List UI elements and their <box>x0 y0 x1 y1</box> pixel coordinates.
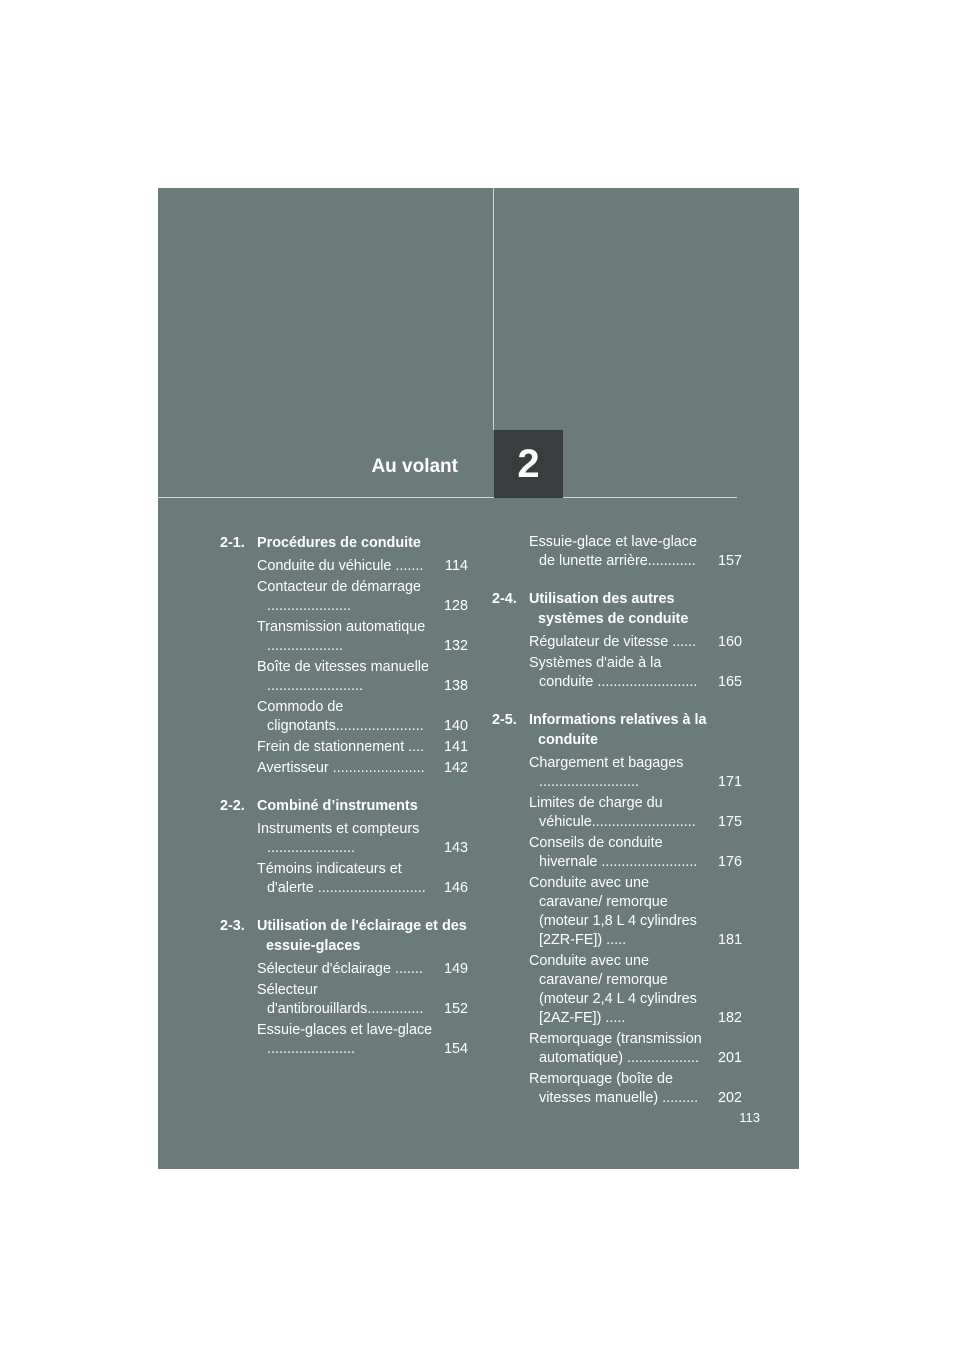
page-number: 113 <box>739 1110 760 1125</box>
toc-entry[interactable] <box>257 698 468 736</box>
toc-entry[interactable] <box>529 834 742 872</box>
toc-entry-title: Limites de charge du véhicule.......................... <box>529 795 696 830</box>
toc-entry[interactable] <box>257 820 468 858</box>
toc-entry-title: Frein de stationnement .... <box>257 739 425 755</box>
toc-entry-page: 114 <box>445 558 468 574</box>
toc-entry-title: Contacteur de démarrage ..................... <box>257 579 421 614</box>
section-body <box>529 589 742 694</box>
toc-entry[interactable] <box>529 633 742 652</box>
toc-entry[interactable] <box>529 1070 742 1108</box>
toc-entry-title: Chargement et bagages ......................... <box>529 755 684 790</box>
toc-entry-page: 171 <box>717 774 742 790</box>
section-title: Combiné d’instruments <box>257 798 418 814</box>
toc-entry-title: Essuie-glace et lave-glace de lunette arrière............ <box>529 534 697 569</box>
toc-entry[interactable] <box>257 557 468 576</box>
section-title: Utilisation de l'éclairage et des essuie-glaces <box>257 918 467 954</box>
section-title: Procédures de conduite <box>257 535 421 551</box>
toc-entry-title: Essuie-glaces et lave-glace ...................... <box>257 1022 433 1057</box>
toc-entry-page: 182 <box>717 1010 742 1026</box>
divider-vertical <box>493 188 494 430</box>
toc-right-column <box>492 533 742 1126</box>
toc-entry[interactable] <box>257 618 468 656</box>
toc-entry-page: 160 <box>717 634 742 650</box>
toc-entry-page: 157 <box>717 553 742 569</box>
chapter-number-badge: 2 <box>494 430 563 498</box>
toc-entry-title: Remorquage (transmission automatique) .................. <box>529 1031 702 1066</box>
toc-left-column <box>220 533 468 1077</box>
toc-entry-title: Sélecteur d'antibrouillards.............. <box>257 982 424 1017</box>
section-number: 2-2. <box>220 798 245 814</box>
toc-entry-page: 175 <box>717 814 742 830</box>
toc-entry-page: 138 <box>443 678 468 694</box>
toc-entry-page: 176 <box>717 854 742 870</box>
section-body <box>529 533 742 573</box>
toc-entry-page: 141 <box>443 739 468 755</box>
toc-entry-title: Commodo de clignotants...................... <box>257 699 424 734</box>
toc-section <box>220 796 468 900</box>
toc-entry[interactable] <box>529 952 742 1028</box>
section-number: 2-5. <box>492 712 517 728</box>
toc-entry-title: Conduite du véhicule ....... <box>257 558 424 574</box>
toc-entry-page: 165 <box>717 674 742 690</box>
section-body <box>257 533 468 780</box>
toc-entry-title: Transmission automatique ................... <box>257 619 426 654</box>
section-number <box>492 533 529 573</box>
toc-entry-page: 140 <box>443 718 468 734</box>
toc-entry-title: Conduite avec une caravane/ remorque (moteur 2,4 L 4 cylindres [2AZ-FE]) ..... <box>529 953 697 1026</box>
chapter-title: Au volant <box>371 456 458 477</box>
toc-entry[interactable] <box>257 960 468 979</box>
toc-section <box>220 916 468 1061</box>
section-number: 2-4. <box>492 591 517 607</box>
section-body <box>257 796 468 900</box>
toc-entry[interactable] <box>529 794 742 832</box>
toc-entry-page: 201 <box>717 1050 742 1066</box>
divider-horizontal <box>158 497 737 498</box>
section-body <box>529 710 742 1110</box>
toc-entry-page: 149 <box>443 961 468 977</box>
toc-entry[interactable] <box>257 860 468 898</box>
section-number: 2-3. <box>220 918 245 934</box>
toc-entry-page: 152 <box>443 1001 468 1017</box>
section-title: Utilisation des autres systèmes de conduite <box>529 591 689 627</box>
section-title: Informations relatives à la conduite <box>529 712 707 748</box>
toc-entry-page: 202 <box>717 1090 742 1106</box>
toc-entry[interactable] <box>529 874 742 950</box>
toc-entry-title: Remorquage (boîte de vitesses manuelle) ......... <box>529 1071 699 1106</box>
toc-entry[interactable] <box>257 578 468 616</box>
chapter-panel <box>158 188 799 1169</box>
toc-entry-page: 142 <box>443 760 468 776</box>
toc-entry-title: Sélecteur d'éclairage ....... <box>257 961 423 977</box>
toc-entry[interactable] <box>529 533 742 571</box>
toc-section <box>492 589 742 694</box>
toc-entry[interactable] <box>529 754 742 792</box>
toc-entry-title: Avertisseur ....................... <box>257 760 425 776</box>
toc-entry[interactable] <box>257 738 468 757</box>
toc-entry[interactable] <box>257 759 468 778</box>
toc-entry[interactable] <box>257 981 468 1019</box>
section-number: 2-1. <box>220 535 245 551</box>
toc-entry[interactable] <box>529 654 742 692</box>
toc-entry-page: 143 <box>443 840 468 856</box>
toc-entry[interactable] <box>257 658 468 696</box>
toc-entry-page: 154 <box>443 1041 468 1057</box>
section-body <box>257 916 468 1061</box>
toc-entry-title: Conseils de conduite hivernale ........................ <box>529 835 698 870</box>
toc-entry[interactable] <box>529 1030 742 1068</box>
toc-section <box>492 710 742 1110</box>
toc-entry-page: 128 <box>443 598 468 614</box>
toc-entry-title: Témoins indicateurs et d'alerte ........................... <box>257 861 426 896</box>
toc-entry-title: Régulateur de vitesse ...... <box>529 634 697 650</box>
toc-entry-title: Instruments et compteurs ...................... <box>257 821 420 856</box>
toc-section <box>220 533 468 780</box>
toc-section <box>492 533 742 573</box>
toc-entry[interactable] <box>257 1021 468 1059</box>
toc-entry-title: Conduite avec une caravane/ remorque (moteur 1,8 L 4 cylindres [2ZR-FE]) ..... <box>529 875 697 948</box>
toc-entry-title: Boîte de vitesses manuelle ........................ <box>257 659 429 694</box>
toc-entry-page: 146 <box>443 880 468 896</box>
toc-entry-page: 181 <box>717 932 742 948</box>
toc-entry-page: 132 <box>443 638 468 654</box>
toc-entry-title: Systèmes d'aide à la conduite ......................... <box>529 655 698 690</box>
